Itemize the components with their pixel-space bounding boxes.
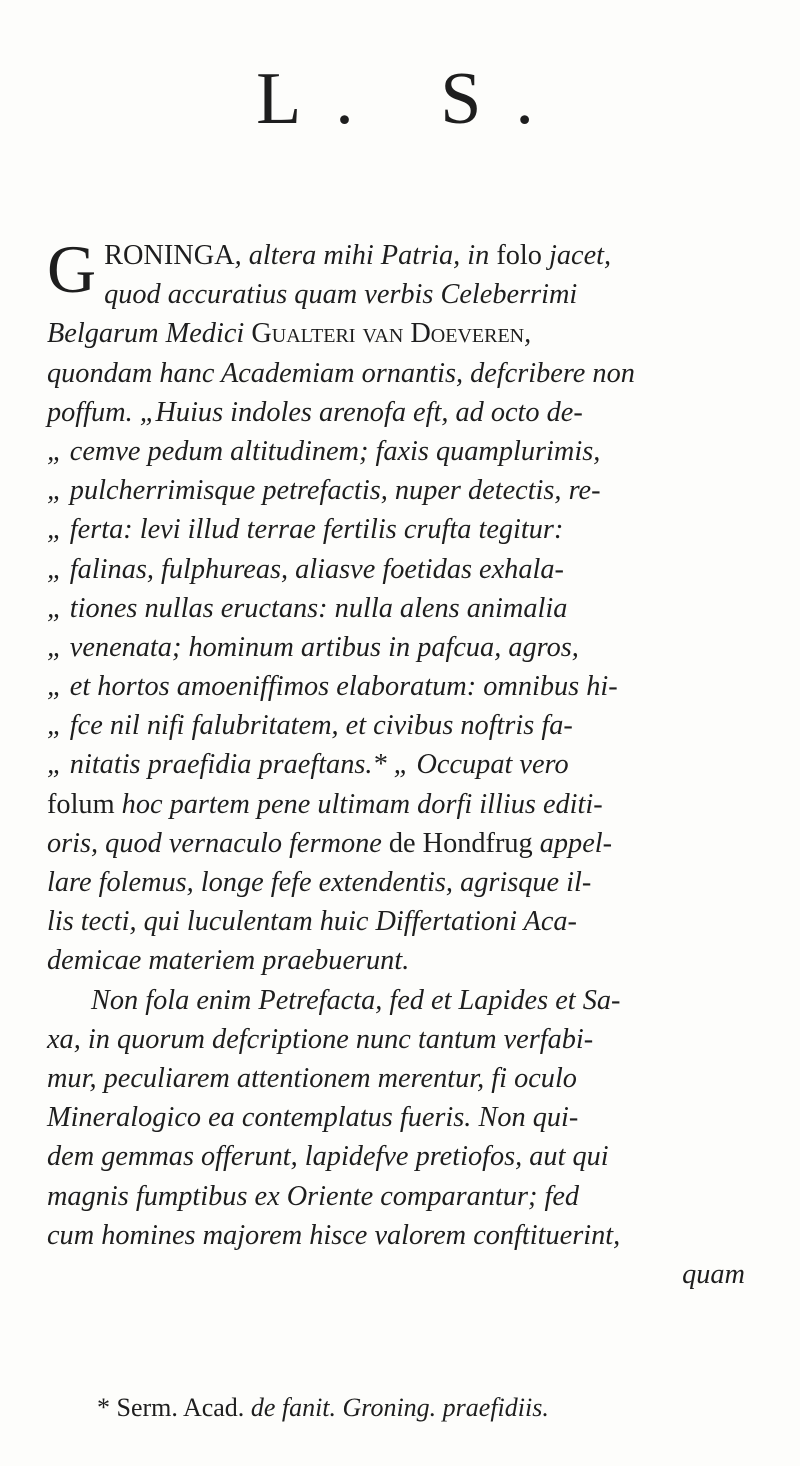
text-span: , altera mihi Patria, in [234,240,497,271]
footnote [97,1393,777,1423]
text-line: „ tiones nullas eructans: nulla alens animalia [47,592,568,624]
text-line: „ et hortos amoeniffimos elaboratum: omnibus hi- [47,671,618,703]
text-line: magnis fumptibus ex Oriente comparantur; fed [47,1180,580,1212]
text-span: , [524,318,532,350]
page-heading: L. S. [256,58,568,140]
text-line: „ venenata; hominum artibus in pafcua, agros, [47,631,579,663]
footnote-text: de fanit. Groning. praefidiis. [250,1393,549,1422]
body-text [47,231,767,1294]
text-line: quod accuratius quam verbis Celeberrimi [104,279,578,311]
text-line: „ pulcherrimisque petrefactis, nuper detectis, re- [47,475,601,507]
author-name-doeveren: Gualteri van Doeveren [251,318,525,350]
author-name-groninga: RONINGA [104,240,235,271]
text-line: quondam hanc Academiam ornantis, defcribere non [47,357,635,389]
text-span: hoc partem pene ultimam dorfi illius editi- [114,788,603,820]
text-line: „ fce nil nifi falubritatem, et civibus noftris fa- [47,710,573,742]
text-line [47,785,767,824]
text-line: demicae materiem praebuerunt. [47,945,410,977]
text-span: de Hondfrug [388,827,533,859]
text-span: jacet, [541,240,612,271]
text-line: lis tecti, qui luculentam huic Differtationi Aca- [47,906,577,938]
catchword: quam [682,1258,745,1290]
text-line: lare folemus, longe fefe extendentis, agrisque il- [47,867,592,898]
text-line [47,824,767,863]
drop-cap: G [47,231,97,307]
text-line: „ ferta: levi illud terrae fertilis crufta tegitur: [47,514,564,546]
text-line: „ nitatis praefidia praeftans.* „ Occupat vero [47,749,569,781]
text-line: dem gemmas offerunt, lapidefve pretiofos, aut qui [47,1141,609,1173]
text-line: xa, in quorum defcriptione nunc tantum verfabi- [47,1023,594,1055]
footnote-ref: * Serm. Acad. [97,1393,251,1422]
text-line [47,314,767,353]
text-span: folo [496,240,542,271]
text-span: Belgarum Medici [47,318,252,350]
text-line: „ cemve pedum altitudinem; faxis quamplurimis, [47,435,601,467]
text-line: Non fola enim Petrefacta, fed et Lapides et Sa- [91,984,621,1016]
text-line: poffum. „Huius indoles arenofa eft, ad octo de- [47,396,583,428]
text-line: mur, peculiarem attentionem merentur, fi oculo [47,1062,577,1094]
text-line: „ falinas, fulphureas, aliasve foetidas exhala- [47,553,564,585]
text-span: oris, quod vernaculo fermone [47,827,389,859]
text-span: appel- [532,827,613,859]
text-line: Mineralogico ea contemplatus fueris. Non qui- [47,1102,579,1134]
text-span: folum [47,788,115,820]
text-line: cum homines majorem hisce valorem conftituerint, [47,1219,621,1251]
